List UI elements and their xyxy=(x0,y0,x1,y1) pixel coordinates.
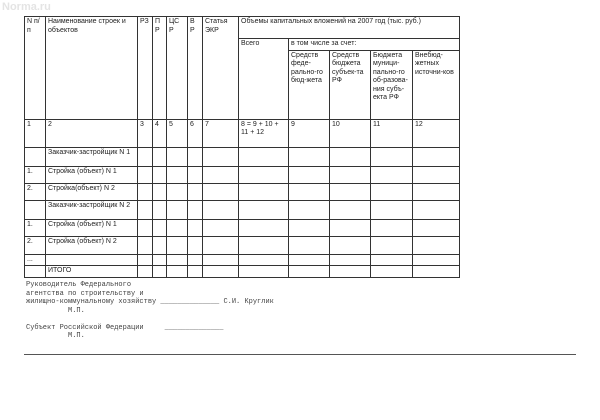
cell xyxy=(188,147,203,166)
col-num: 7 xyxy=(203,119,239,147)
cell xyxy=(203,254,239,266)
row-name: Стройка (объект) N 1 xyxy=(46,219,138,236)
col-num: 12 xyxy=(413,119,460,147)
header-including: в том числе за счет: xyxy=(289,39,460,51)
cell xyxy=(167,266,188,278)
cell xyxy=(239,236,289,254)
cell xyxy=(413,166,460,183)
table-row xyxy=(25,254,460,266)
cell xyxy=(330,266,371,278)
cell xyxy=(413,147,460,166)
cell xyxy=(239,254,289,266)
sig-line3: жилищно-коммунальному хозяйству xyxy=(26,298,157,306)
col-num: 1 xyxy=(25,119,46,147)
header-federal: Средств феде-рально-го бюд-жета xyxy=(289,50,330,119)
cell xyxy=(289,254,330,266)
header-total: Всего xyxy=(239,39,289,120)
cell xyxy=(371,266,413,278)
cell xyxy=(203,266,239,278)
cell xyxy=(188,166,203,183)
row-name xyxy=(46,254,138,266)
cell xyxy=(188,236,203,254)
col-num: 9 xyxy=(289,119,330,147)
cell xyxy=(167,236,188,254)
cell xyxy=(413,200,460,219)
header-rz: РЗ xyxy=(138,17,153,120)
cell xyxy=(188,266,203,278)
cell xyxy=(330,183,371,200)
cell xyxy=(138,236,153,254)
signature-block: Руководитель Федерального агентства по строительству и жилищно-коммунальному хозяйству ______________ С.И. Круглик М.П. Субъект Российской Федерации ______________ М.П. xyxy=(26,281,274,340)
cell xyxy=(239,166,289,183)
table-row xyxy=(25,200,460,219)
cell xyxy=(239,147,289,166)
capital-investment-table xyxy=(24,16,460,278)
cell xyxy=(167,254,188,266)
table-row xyxy=(25,183,460,200)
cell xyxy=(413,254,460,266)
row-name: Стройка(объект) N 2 xyxy=(46,183,138,200)
cell xyxy=(371,183,413,200)
cell xyxy=(138,266,153,278)
table-row xyxy=(25,147,460,166)
cell xyxy=(167,200,188,219)
cell xyxy=(153,147,167,166)
col-num: 4 xyxy=(153,119,167,147)
cell xyxy=(330,254,371,266)
col-num: 5 xyxy=(167,119,188,147)
col-num: 10 xyxy=(330,119,371,147)
cell xyxy=(371,236,413,254)
cell xyxy=(153,266,167,278)
cell xyxy=(167,166,188,183)
cell xyxy=(203,147,239,166)
cell xyxy=(203,236,239,254)
cell xyxy=(167,147,188,166)
col-num: 6 xyxy=(188,119,203,147)
header-pr: П Р xyxy=(153,17,167,120)
cell xyxy=(153,219,167,236)
cell xyxy=(413,236,460,254)
row-name: ИТОГО xyxy=(46,266,138,278)
cell xyxy=(153,183,167,200)
table-row xyxy=(25,219,460,236)
cell xyxy=(413,266,460,278)
cell xyxy=(239,200,289,219)
cell xyxy=(153,254,167,266)
header-subject: Средств бюджета субъек-та РФ xyxy=(330,50,371,119)
table-row xyxy=(25,236,460,254)
row-name: Стройка (объект) N 2 xyxy=(46,236,138,254)
cell xyxy=(289,147,330,166)
cell xyxy=(203,166,239,183)
cell xyxy=(371,219,413,236)
row-number: 2. xyxy=(25,236,46,254)
cell xyxy=(188,254,203,266)
cell xyxy=(289,166,330,183)
header-vr: В Р xyxy=(188,17,203,120)
cell xyxy=(371,147,413,166)
header-n: N п/п xyxy=(25,17,46,120)
cell xyxy=(289,236,330,254)
row-number xyxy=(25,200,46,219)
cell xyxy=(330,147,371,166)
cell xyxy=(203,219,239,236)
cell xyxy=(138,183,153,200)
cell xyxy=(138,147,153,166)
cell xyxy=(289,183,330,200)
cell xyxy=(153,166,167,183)
cell xyxy=(153,200,167,219)
sig-subject: Субъект Российской Федерации xyxy=(26,323,144,332)
sig-mp1: М.П. xyxy=(68,306,85,315)
cell xyxy=(203,183,239,200)
header-ekr: Статья ЭКР xyxy=(203,17,239,120)
cell xyxy=(330,219,371,236)
cell xyxy=(138,219,153,236)
cell xyxy=(371,200,413,219)
row-number xyxy=(25,266,46,278)
cell xyxy=(289,219,330,236)
row-number: 2. xyxy=(25,183,46,200)
col-num: 2 xyxy=(46,119,138,147)
header-extrabudget: Внебюд-жетных источни-ков xyxy=(413,50,460,119)
row-number xyxy=(25,147,46,166)
cell xyxy=(188,200,203,219)
cell xyxy=(371,254,413,266)
col-num: 8 = 9 + 10 + 11 + 12 xyxy=(239,119,289,147)
sig-line2: агентства по строительству и xyxy=(26,289,144,298)
row-name: Заказчик-застройщик N 2 xyxy=(46,200,138,219)
cell xyxy=(239,266,289,278)
row-number: 1. xyxy=(25,219,46,236)
cell xyxy=(188,219,203,236)
header-csr: ЦС Р xyxy=(167,17,188,120)
sig-line1: Руководитель Федерального xyxy=(26,281,132,289)
header-municipal: Бюджета муници-пально-го об-разова-ния субъ-екта РФ xyxy=(371,50,413,119)
cell xyxy=(239,219,289,236)
row-name: Заказчик-застройщик N 1 xyxy=(46,147,138,166)
cell xyxy=(153,236,167,254)
cell xyxy=(167,219,188,236)
cell xyxy=(138,254,153,266)
cell xyxy=(167,183,188,200)
cell xyxy=(289,266,330,278)
divider xyxy=(24,354,576,355)
sig-mp2: М.П. xyxy=(68,332,85,340)
table-row xyxy=(25,266,460,278)
watermark: Norma.ru xyxy=(2,1,51,13)
cell xyxy=(330,200,371,219)
cell xyxy=(138,166,153,183)
table-row xyxy=(25,166,460,183)
row-name: Стройка (объект) N 1 xyxy=(46,166,138,183)
cell xyxy=(371,166,413,183)
sig-name: С.И. Круглик xyxy=(223,298,274,306)
cell xyxy=(203,200,239,219)
column-numbers-row xyxy=(25,119,460,147)
header-name: Наименование строек и объектов xyxy=(46,17,138,120)
cell xyxy=(188,183,203,200)
cell xyxy=(289,200,330,219)
col-num: 11 xyxy=(371,119,413,147)
cell xyxy=(330,236,371,254)
cell xyxy=(239,183,289,200)
row-number: 1. xyxy=(25,166,46,183)
cell xyxy=(138,200,153,219)
cell xyxy=(413,183,460,200)
header-volumes: Объемы капитальных вложений на 2007 год (тыс. руб.) xyxy=(239,17,460,39)
col-num: 3 xyxy=(138,119,153,147)
cell xyxy=(413,219,460,236)
cell xyxy=(330,166,371,183)
row-number: ... xyxy=(25,254,46,266)
